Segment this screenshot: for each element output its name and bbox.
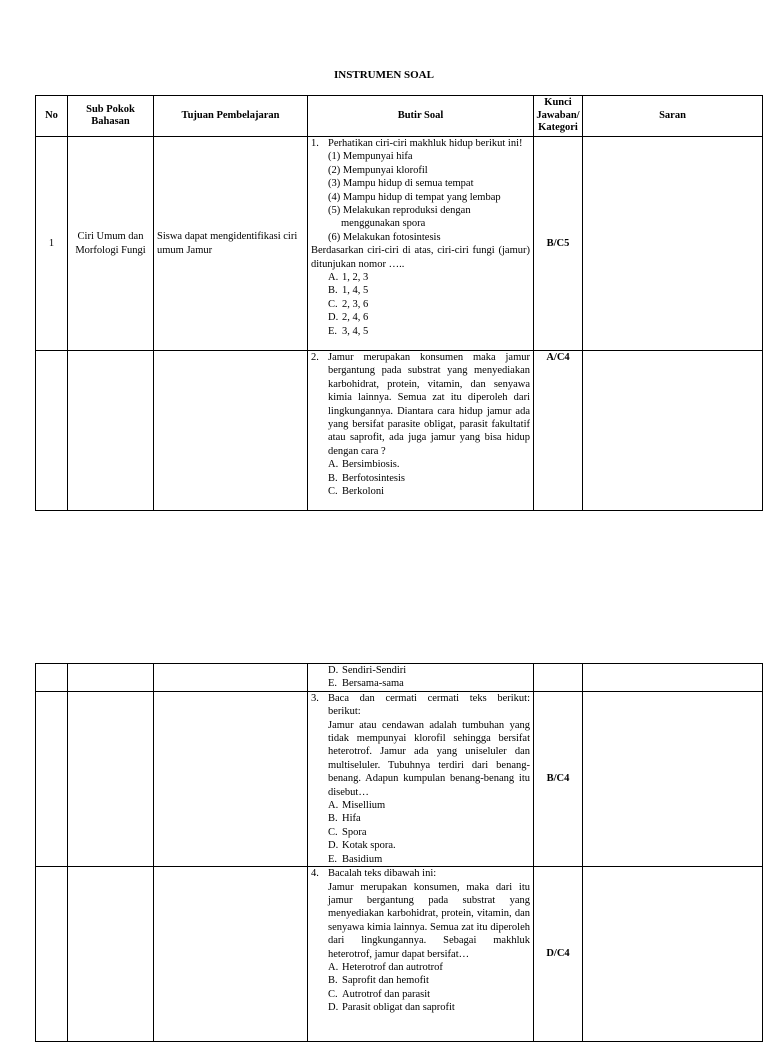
tujuan-pembelajaran-cell xyxy=(154,691,308,866)
list-item: (4) Mampu hidup di tempat yang lembap xyxy=(328,191,501,203)
question-table-page-2 xyxy=(35,663,763,1042)
answer-key-cell: B/C5 xyxy=(534,137,583,351)
row-number: 1 xyxy=(36,137,68,351)
list-item: (1) Mempunyai hifa xyxy=(328,151,413,163)
question-text: Jamur merupakan konsumen, maka dari itu jamur bergantung pada substrat yang menyediakan karbohidrat, protein, vitamin, dan senyawa kimia lainnya. Semua zat itu diperoleh dari lingkungannya. Sebagai makhluk heterotrof, jamur dapat bersifat… xyxy=(328,881,530,960)
answer-option: B. 1, 4, 5 xyxy=(328,285,369,297)
answer-option: D. Parasit obligat dan saprofit xyxy=(328,1002,455,1014)
tujuan-pembelajaran-cell xyxy=(154,351,308,511)
answer-option: C. 2, 3, 6 xyxy=(328,298,369,310)
answer-option: E. 3, 4, 5 xyxy=(328,325,369,337)
question-stem: Jamur merupakan konsumen maka jamur bergantung pada substrat yang menyediakan karbohidrat, protein, vitamin, dan senyawa kimia lainnya. Semua zat itu diperoleh dari lingkungannya. Diantara cara hidup jamur ada yang bersifat parasite obligat, parasit fakultatif atau saprofit, ada juga jamur yang bisa hidup dengan cara ? xyxy=(328,352,530,457)
question-text: Berdasarkan ciri-ciri di atas, ciri-ciri fungi (jamur) ditunjukan nomor ….. xyxy=(311,245,530,270)
table-header-row xyxy=(36,96,763,137)
question-stem: Bacalah teks dibawah ini: xyxy=(328,868,437,880)
table-row xyxy=(36,664,763,692)
row-number xyxy=(36,691,68,866)
question-text: Jamur atau cendawan adalah tumbuhan yang tidak mempunyai klorofil sehingga bersifat heterotrof. Jamur ada yang uniseluler dan multiseluler. Tubuhnya terdiri dari benang-benang. Adapun kumpulan benang-benang itu disebut… xyxy=(328,719,530,798)
table-row xyxy=(36,137,763,351)
answer-option: C. Berkoloni xyxy=(328,486,384,498)
answer-option: D. Kotak spora. xyxy=(328,840,396,852)
saran-cell xyxy=(583,691,763,866)
answer-option: A. Bersimbiosis. xyxy=(328,459,400,471)
answer-option: A. Heterotrof dan autrotrof xyxy=(328,961,443,973)
answer-option: C. Spora xyxy=(328,826,367,838)
saran-cell xyxy=(583,137,763,351)
tujuan-pembelajaran-cell xyxy=(154,867,308,1042)
header-kunci-jawaban: Kunci Jawaban/ Kategori xyxy=(534,96,583,137)
table-row xyxy=(36,351,763,511)
tujuan-pembelajaran-cell xyxy=(154,664,308,692)
list-item: (3) Mampu hidup di semua tempat xyxy=(328,178,474,190)
answer-option: A. 1, 2, 3 xyxy=(328,272,369,284)
butir-soal-cell xyxy=(308,691,534,866)
answer-option: A. Misellium xyxy=(328,800,386,812)
sub-pokok-bahasan-cell xyxy=(68,691,154,866)
header-saran: Saran xyxy=(583,96,763,137)
answer-option: D. 2, 4, 6 xyxy=(328,312,369,324)
question-number: 1. xyxy=(311,138,319,149)
document-title: INSTRUMEN SOAL xyxy=(334,69,434,81)
row-number xyxy=(36,867,68,1042)
question-number: 2. xyxy=(311,352,319,363)
saran-cell xyxy=(583,867,763,1042)
answer-option: C. Autrotrof dan parasit xyxy=(328,988,431,1000)
question-text: berikut: xyxy=(328,706,361,718)
butir-soal-cell xyxy=(308,867,534,1042)
butir-soal-cell xyxy=(308,664,534,692)
question-4 xyxy=(311,867,530,880)
header-tujuan-pembelajaran: Tujuan Pembelajaran xyxy=(154,96,308,137)
tujuan-pembelajaran-cell: Siswa dapat mengidentifikasi ciri umum Jamur xyxy=(154,137,308,351)
question-number: 3. xyxy=(311,692,319,704)
question-number: 4. xyxy=(311,868,319,880)
answer-key-cell: A/C4 xyxy=(534,351,583,511)
sub-pokok-bahasan-cell xyxy=(68,664,154,692)
question-2 xyxy=(311,351,530,458)
sub-pokok-bahasan-cell xyxy=(68,351,154,511)
answer-option: B. Berfotosintesis xyxy=(328,472,405,484)
row-number xyxy=(36,351,68,511)
answer-key-cell: B/C4 xyxy=(534,691,583,866)
row-number xyxy=(36,664,68,692)
sub-pokok-bahasan-cell xyxy=(68,867,154,1042)
list-item: (6) Melakukan fotosintesis xyxy=(328,231,441,243)
list-item: (2) Mempunyai klorofil xyxy=(328,164,428,176)
table-row xyxy=(36,691,763,866)
question-1 xyxy=(311,137,530,150)
header-butir-soal: Butir Soal xyxy=(308,96,534,137)
answer-option: B. Saprofit dan hemofit xyxy=(328,975,429,987)
header-no: No xyxy=(36,96,68,137)
answer-option: E. Basidium xyxy=(328,853,383,865)
sub-pokok-bahasan-cell: Ciri Umum dan Morfologi Fungi xyxy=(68,137,154,351)
butir-soal-cell xyxy=(308,351,534,511)
answer-key-cell xyxy=(534,664,583,692)
answer-option: E. Bersama-sama xyxy=(328,678,404,690)
answer-option: B. Hifa xyxy=(328,813,361,825)
list-item: (5) Melakukan reproduksi dengan xyxy=(328,205,471,217)
butir-soal-cell xyxy=(308,137,534,351)
header-sub-pokok-bahasan: Sub Pokok Bahasan xyxy=(68,96,154,137)
question-stem: Perhatikan ciri-ciri makhluk hidup berikut ini! xyxy=(328,138,523,149)
answer-option: D. Sendiri-Sendiri xyxy=(328,665,407,676)
answer-key-cell: D/C4 xyxy=(534,867,583,1042)
question-stem: Baca dan cermati cermati teks berikut: xyxy=(328,692,530,704)
saran-cell xyxy=(583,664,763,692)
question-table-page-1 xyxy=(35,95,763,511)
table-row xyxy=(36,867,763,1042)
question-3 xyxy=(311,692,530,705)
saran-cell xyxy=(583,351,763,511)
list-item: menggunakan spora xyxy=(341,218,426,230)
